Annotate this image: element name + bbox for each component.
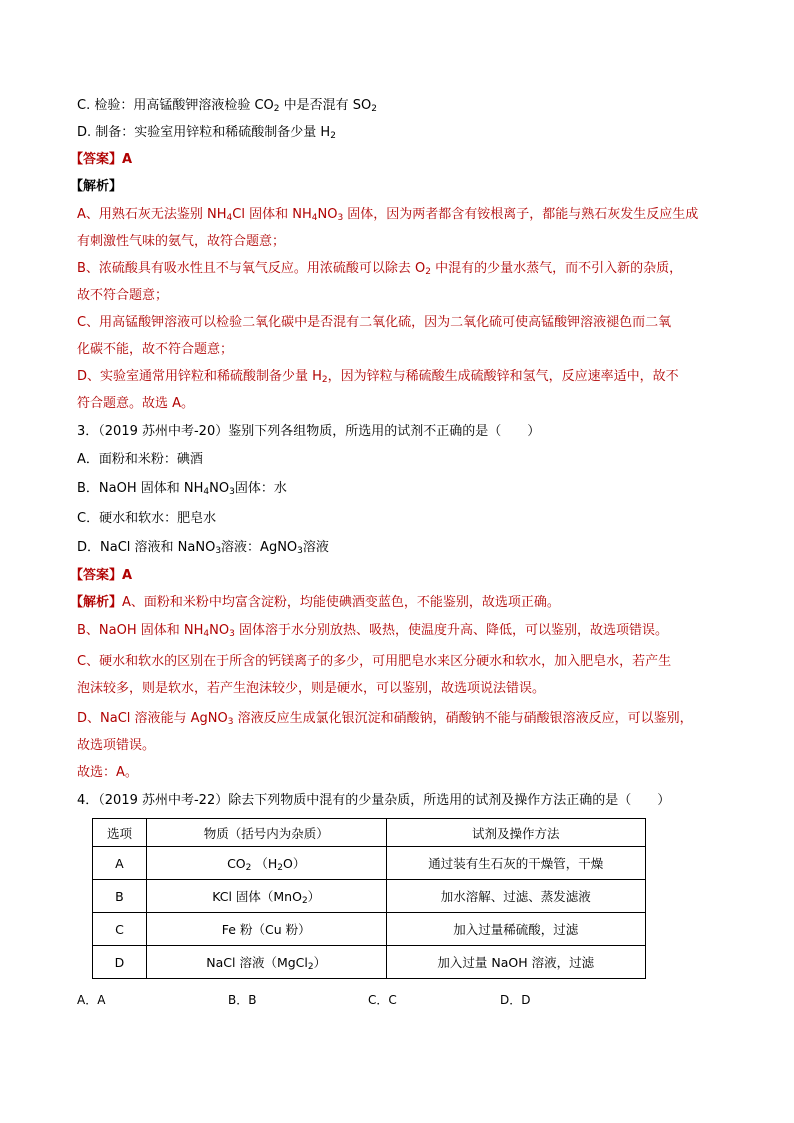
table-row xyxy=(93,913,646,946)
row-option: C xyxy=(93,913,147,946)
q3-analysis-c-line1: C、硬水和软水的区别在于所含的钙镁离子的多少，可用肥皂水来区分硬水和软水，加入肥皂水，若产生 xyxy=(77,654,672,669)
q3-analysis-d-line1: D、NaCl 溶液能与 AgNO$_3$ 溶液反应生成氯化银沉淀和硝酸钠，硝酸钠不能与硝酸银溶液反应，可以鉴别， xyxy=(77,711,693,727)
q2-explanation-d-line2: 符合题意。故选 A。 xyxy=(77,396,195,411)
q3-answer: 【答案】A xyxy=(70,568,133,583)
row-option: B xyxy=(93,880,147,913)
q3-analysis-d-line2: 故选项错误。 xyxy=(77,738,156,753)
choice-b: B．B xyxy=(228,993,257,1007)
q3-final-answer: 故选：A。 xyxy=(77,765,138,780)
header-method: 试剂及操作方法 xyxy=(386,819,646,847)
q3-option-a: A．面粉和米粉：碘酒 xyxy=(77,452,203,467)
q2-explanation-c-line1: C、用高锰酸钾溶液可以检验二氧化碳中是否混有二氧化硫，因为二氧化硫可使高锰酸钾溶液褪色而二氧 xyxy=(77,315,672,330)
q2-explanation-d-line1: D、实验室通常用锌粒和稀硫酸制备少量 $H_2$，因为锌粒与稀硫酸生成硫酸锌和氢气，反应速率适中，故不 xyxy=(77,369,679,385)
row-method: 加入过量 NaOH 溶液，过滤 xyxy=(386,946,646,979)
table-row xyxy=(93,880,646,913)
q2-explanation-a-line2: 有刺激性气味的氨气，故符合题意； xyxy=(77,234,286,249)
q3-stem: 3．（2019 苏州中考-20）鉴别下列各组物质，所选用的试剂不正确的是（ ） xyxy=(77,424,541,439)
row-option: A xyxy=(93,847,147,880)
choice-c: C．C xyxy=(368,993,397,1007)
q2-option-c: C. 检验：用高锰酸钾溶液检验 $CO_2$ 中是否混有 $SO_2$ xyxy=(77,98,378,114)
row-method: 通过装有生石灰的干燥管，干燥 xyxy=(386,847,646,880)
q4-stem: 4．（2019 苏州中考-22）除去下列物质中混有的少量杂质，所选用的试剂及操作方法正确的是（ ） xyxy=(77,793,671,808)
q3-analysis-c-line2: 泡沫较多，则是软水，若产生泡沫较少，则是硬水，可以鉴别，故选项说法错误。 xyxy=(77,681,546,696)
row-method: 加水溶解、过滤、蒸发滤液 xyxy=(386,880,646,913)
q2-explanation-b-line2: 故不符合题意； xyxy=(77,288,169,303)
q2-answer: 【答案】A xyxy=(70,152,133,167)
row-substance: KCl 固体（MnO$_2$） xyxy=(146,880,386,913)
q2-explanation-c-line2: 化碳不能，故不符合题意； xyxy=(77,342,234,357)
q3-analysis-b: B、NaOH 固体和 $NH_4NO_3$ 固体溶于水分别放热、吸热，使温度升高、降低，可以鉴别，故选项错误。 xyxy=(77,623,668,639)
row-substance: $CO_2$ $(H_2O)$ xyxy=(146,847,386,880)
choice-d: D．D xyxy=(500,993,531,1007)
q2-explanation-b-line1: B、浓硫酸具有吸水性且不与氧气反应。用浓硫酸可以除去 $O_2$ 中混有的少量水蒸气，而不引入新的杂质， xyxy=(77,261,683,277)
q2-analysis-label: 【解析】 xyxy=(70,179,123,194)
q2-option-d: D. 制备：实验室用锌粒和稀硫酸制备少量 $H_2$ xyxy=(77,125,336,141)
row-option: D xyxy=(93,946,147,979)
table-header-row xyxy=(93,819,646,847)
q3-option-c: C．硬水和软水：肥皂水 xyxy=(77,511,217,526)
row-method: 加入过量稀硫酸，过滤 xyxy=(386,913,646,946)
q3-option-d: D．NaCl 溶液和 NaNO$_3$溶液：AgNO$_3$溶液 xyxy=(77,540,329,556)
q3-analysis-a: 【解析】A、面粉和米粉中均富含淀粉，均能使碘酒变蓝色，不能鉴别，故选项正确。 xyxy=(70,595,560,610)
row-substance: NaCl 溶液（MgCl$_2$） xyxy=(146,946,386,979)
choice-a: A．A xyxy=(77,993,106,1007)
table-row xyxy=(93,847,646,880)
q3-option-b: B．NaOH 固体和 $NH_4NO_3$固体：水 xyxy=(77,481,287,497)
header-substance: 物质（括号内为杂质） xyxy=(146,819,386,847)
header-option: 选项 xyxy=(93,819,147,847)
table-row xyxy=(93,946,646,979)
q4-options-table xyxy=(92,818,646,979)
row-substance: Fe 粉（Cu 粉） xyxy=(146,913,386,946)
q2-explanation-a-line1: A、用熟石灰无法鉴别 $NH_4Cl$ 固体和 $NH_4NO_3$ 固体，因为两者都含有铵根离子，都能与熟石灰发生反应生成 xyxy=(77,207,699,223)
